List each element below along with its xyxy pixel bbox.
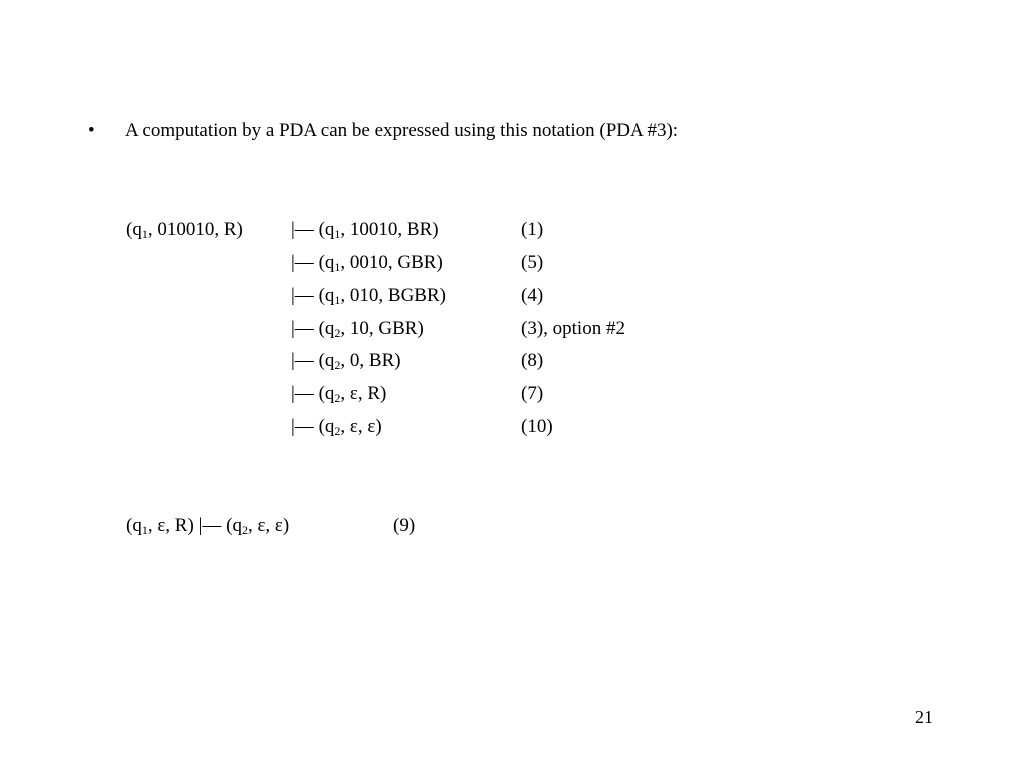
second-computation: ($q_1$, ε, R) |— ($q_2$, ε, ε)	[126, 515, 290, 537]
step-configuration: |— ($q_1$, 0010, GBR)	[291, 252, 443, 274]
step-rule: (3), option #2	[521, 318, 625, 339]
bullet-text: A computation by a PDA can be expressed using this notation (PDA #3):	[125, 120, 679, 141]
step-rule: (5)	[521, 252, 544, 273]
step-rule: (7)	[521, 383, 544, 404]
second-computation-rule: (9)	[393, 515, 416, 536]
start-configuration: ($q_1$, 010010, R)	[126, 219, 243, 241]
step-configuration: |— ($q_1$, 010, BGBR)	[291, 285, 446, 307]
step-configuration: |— ($q_2$, 0, BR)	[291, 350, 401, 372]
page-number: 21	[915, 707, 933, 727]
step-configuration: |— ($q_2$, ε, R)	[291, 383, 387, 405]
bullet-item	[88, 120, 678, 142]
step-rule: (8)	[521, 350, 544, 371]
step-configuration: |— ($q_1$, 10010, BR)	[291, 219, 439, 241]
step-rule: (10)	[521, 416, 553, 437]
bullet-dot: •	[88, 120, 95, 141]
step-rule: (1)	[521, 219, 544, 240]
step-configuration: |— ($q_2$, 10, GBR)	[291, 318, 424, 340]
step-rule: (4)	[521, 285, 544, 306]
step-configuration: |— ($q_2$, ε, ε)	[291, 416, 382, 438]
